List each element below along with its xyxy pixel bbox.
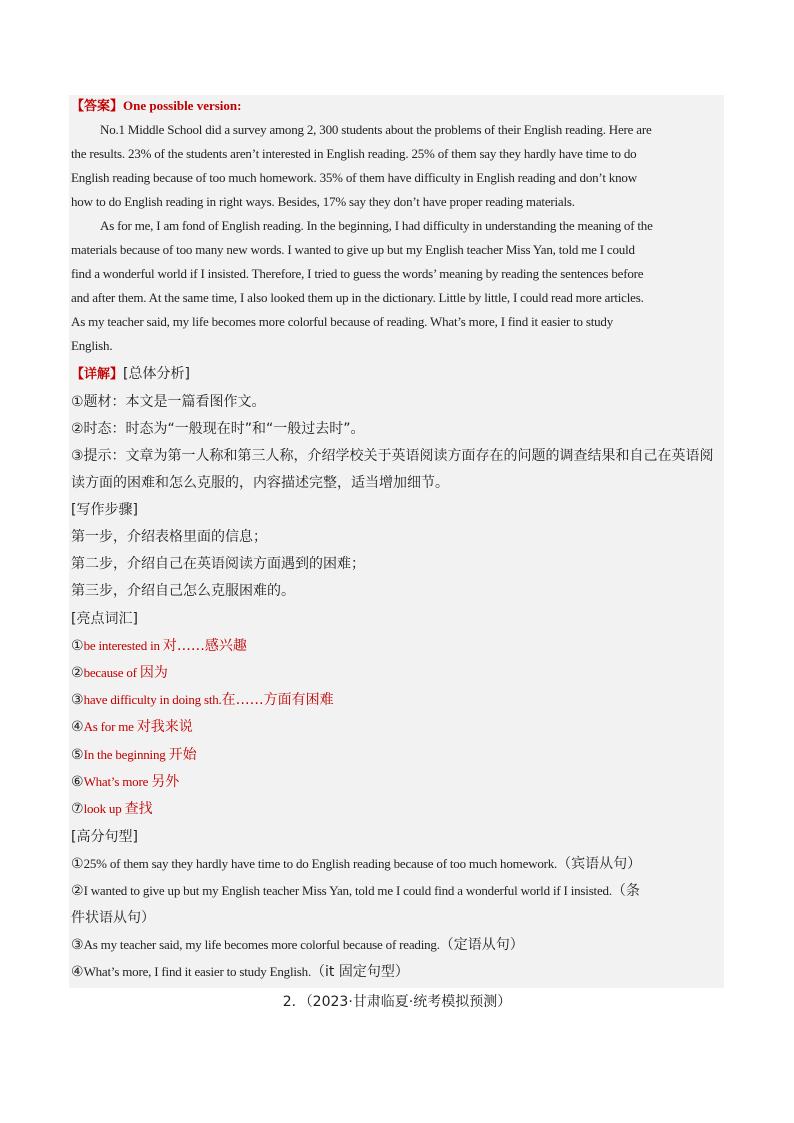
- sentence-number: ③: [71, 937, 84, 953]
- sentence-english: I wanted to give up but my English teacher Miss Yan, told me I could find a wonderful world if I insisted.: [83, 883, 612, 898]
- vocab-item: [71, 662, 168, 682]
- sentence-english: What’s more, I find it easier to study English.: [83, 964, 312, 979]
- sentence-number: ①: [71, 856, 84, 872]
- vocab-number: ⑤: [71, 747, 84, 763]
- sentence-english: 25% of them say they hardly have time to do English reading because of too much homework.: [83, 856, 558, 871]
- vocab-number: ④: [71, 719, 84, 735]
- vocab-item: [71, 716, 193, 736]
- vocab-item: [71, 744, 197, 764]
- vocab-chinese: 对……感兴趣: [162, 638, 247, 654]
- overall-heading: [总体分析]: [123, 366, 190, 382]
- overall-item: ③提示：文章为第一人称和第三人称，介绍学校关于英语阅读方面存在的问题的调查结果和自己在英语阅: [71, 448, 714, 464]
- answer-title: One possible version:: [123, 98, 242, 113]
- sentence-item-continued: [71, 907, 155, 927]
- vocab-english: As for me: [83, 719, 137, 734]
- para2-line: materials because of too many new words. I wanted to give up but my English teacher Miss Yan, told me I could: [71, 242, 635, 257]
- para1-line: the results. 23% of the students aren’t interested in English reading. 25% of them say they hardly have time to do: [71, 146, 637, 161]
- sentence-english: As my teacher said, my life becomes more colorful because of reading.: [83, 937, 440, 952]
- para2-line: find a wonderful world if I insisted. Therefore, I tried to guess the words’ meaning by reading the sentences before: [71, 266, 644, 281]
- vocab-english: look up: [83, 801, 125, 816]
- question-number: 2．: [282, 994, 306, 1010]
- para2-line: As for me, I am fond of English reading. In the beginning, I had difficulty in understanding the meaning of the: [100, 218, 653, 233]
- question-source: （2023·甘肃临夏·统考模拟预测）: [305, 994, 512, 1010]
- overall-item: ①题材：本文是一篇看图作文。: [71, 394, 266, 410]
- vocab-number: ②: [71, 665, 84, 681]
- sentence-note: （it 固定句型）: [311, 964, 409, 980]
- step-item: 第三步，介绍自己怎么克服困难的。: [71, 583, 295, 599]
- sentence-number: ②: [71, 883, 84, 899]
- para2-line: English.: [71, 338, 113, 353]
- vocab-english: because of: [83, 665, 140, 680]
- sentence-item: [71, 961, 409, 981]
- step-item: 第一步，介绍表格里面的信息；: [71, 529, 267, 545]
- overall-item: 读方面的困难和怎么克服的，内容描述完整，适当增加细节。: [71, 475, 449, 491]
- sentences-heading: [高分句型]: [71, 829, 138, 845]
- sentence-item: [71, 853, 641, 873]
- vocab-chinese: 在……方面有困难: [221, 692, 334, 708]
- sentence-note: （条: [611, 883, 640, 899]
- sentence-item: [71, 880, 640, 900]
- para1-line: English reading because of too much homework. 35% of them have difficulty in English reading and don’t know: [71, 170, 637, 185]
- vocab-item: [71, 689, 334, 709]
- para2-line: and after them. At the same time, I also looked them up in the dictionary. Little by little, I could read more articles.: [71, 290, 644, 305]
- sentence-number: ④: [71, 964, 84, 980]
- vocab-chinese: 因为: [139, 665, 168, 681]
- para2-line: As my teacher said, my life becomes more colorful because of reading. What’s more, I find it easier to study: [71, 314, 614, 329]
- answer-heading: [71, 95, 241, 115]
- vocab-item: [71, 771, 179, 791]
- vocab-english: have difficulty in doing sth.: [83, 692, 222, 707]
- sentence-note: 件状语从句）: [71, 910, 155, 926]
- vocab-number: ⑦: [71, 801, 84, 817]
- overall-item: ②时态：时态为“一般现在时”和“一般过去时”。: [71, 421, 365, 437]
- vocab-item: [71, 798, 153, 818]
- para1-line: No.1 Middle School did a survey among 2, 300 students about the problems of their English reading. Here are: [100, 122, 652, 137]
- vocab-english: In the beginning: [83, 747, 169, 762]
- analysis-heading: [71, 363, 190, 383]
- sentence-note: （定语从句）: [439, 937, 524, 953]
- analysis-tag: 【详解】: [71, 367, 124, 382]
- steps-heading: [写作步骤]: [71, 502, 138, 518]
- vocab-number: ③: [71, 692, 84, 708]
- vocab-item: [71, 635, 247, 655]
- vocab-number: ⑥: [71, 774, 84, 790]
- vocab-english: What’s more: [83, 774, 152, 789]
- vocab-heading: [亮点词汇]: [71, 611, 138, 627]
- vocab-chinese: 另外: [151, 774, 180, 790]
- step-item: 第二步，介绍自己在英语阅读方面遇到的困难；: [71, 556, 365, 572]
- vocab-chinese: 开始: [168, 747, 197, 763]
- next-question-header: [0, 991, 794, 1011]
- vocab-chinese: 对我来说: [136, 719, 193, 735]
- sentence-item: [71, 934, 524, 954]
- para1-line: how to do English reading in right ways. Besides, 17% say they don’t have proper reading materials.: [71, 194, 575, 209]
- vocab-chinese: 查找: [124, 801, 153, 817]
- sentence-note: （宾语从句）: [557, 856, 642, 872]
- vocab-english: be interested in: [83, 638, 163, 653]
- answer-tag: 【答案】: [71, 99, 124, 114]
- vocab-number: ①: [71, 638, 84, 654]
